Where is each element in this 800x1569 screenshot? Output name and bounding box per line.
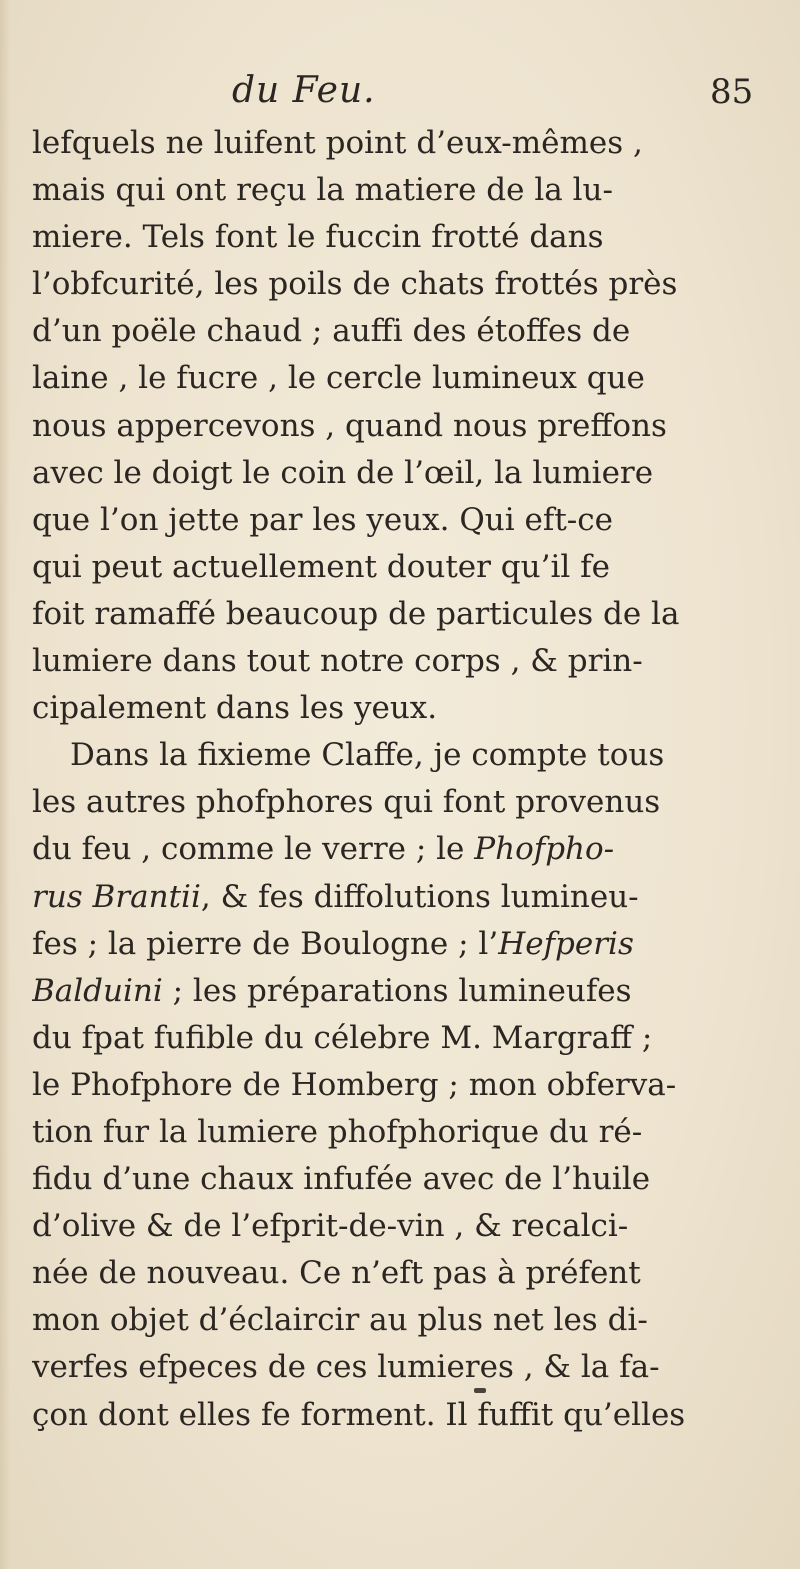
text-line: mon objet d’éclaircir au plus net les di- bbox=[32, 1302, 648, 1339]
text-line: laine , le fucre , le cercle lumineux que bbox=[32, 360, 645, 397]
text-segment: fes ; la pierre de Boulogne ; l’ bbox=[32, 925, 499, 962]
text-line: les autres phofphores qui font provenus bbox=[32, 784, 661, 821]
text-line bbox=[32, 826, 790, 873]
page-header bbox=[0, 70, 800, 120]
page-number: 85 bbox=[710, 72, 754, 112]
text-line: d’olive & de l’efprit-de-vin , & recalci- bbox=[32, 1208, 629, 1245]
text-line: que l’on jette par les yeux. Qui eft-ce bbox=[32, 501, 613, 538]
text-line: qui peut actuellement douter qu’il fe bbox=[32, 548, 610, 585]
text-line: lumiere dans tout notre corps , & prin- bbox=[32, 643, 643, 680]
text-line: foit ramaffé beaucoup de particules de la bbox=[32, 595, 680, 632]
text-line: nous appercevons , quand nous preffons bbox=[32, 407, 667, 444]
italic-term: rus Brantii bbox=[32, 878, 201, 915]
text-line: tion fur la lumiere phofphorique du ré- bbox=[32, 1113, 643, 1150]
text-segment: , & fes diffolutions lumineu- bbox=[200, 878, 639, 915]
text-line: verfes efpeces de ces lumieres , & la fa- bbox=[32, 1349, 660, 1386]
text-line: mais qui ont reçu la matiere de la lu- bbox=[32, 172, 613, 209]
text-line bbox=[32, 921, 790, 968]
text-line: lefquels ne luifent point d’eux-mêmes , bbox=[32, 125, 643, 161]
text-line: miere. Tels font le fuccin frotté dans bbox=[32, 219, 604, 256]
running-title: du Feu. bbox=[232, 70, 376, 111]
text-line bbox=[32, 968, 790, 1015]
text-line: l’obfcurité, les poils de chats frottés près bbox=[32, 266, 678, 303]
text-line: le Phofphore de Homberg ; mon obferva- bbox=[32, 1066, 677, 1103]
text-line: du fpat fufible du célebre M. Margraff ; bbox=[32, 1019, 653, 1056]
text-line: d’un poële chaud ; auffi des étoffes de bbox=[32, 313, 631, 350]
paragraph-start-line: Dans la fixieme Claffe, je compte tous bbox=[70, 737, 665, 774]
text-segment: ; les préparations lumineufes bbox=[162, 972, 632, 1009]
text-line: avec le doigt le coin de l’œil, la lumiere bbox=[32, 454, 654, 491]
italic-term: Balduini bbox=[32, 972, 163, 1009]
text-line: fidu d’une chaux infufée avec de l’huile bbox=[32, 1161, 651, 1198]
body-text bbox=[32, 120, 790, 1439]
page-edge-shadow bbox=[0, 0, 10, 1569]
italic-term: Hefperis bbox=[498, 925, 634, 962]
text-line: née de nouveau. Ce n’eft pas à préfent bbox=[32, 1255, 641, 1292]
text-line: cipalement dans les yeux. bbox=[32, 690, 438, 727]
text-line bbox=[32, 874, 790, 921]
signature-mark bbox=[474, 1388, 486, 1393]
italic-term: Phofpho- bbox=[474, 831, 615, 868]
text-line: çon dont elles fe forment. Il fuffit qu’elles bbox=[32, 1396, 686, 1433]
text-segment: du feu , comme le verre ; le bbox=[32, 831, 475, 868]
